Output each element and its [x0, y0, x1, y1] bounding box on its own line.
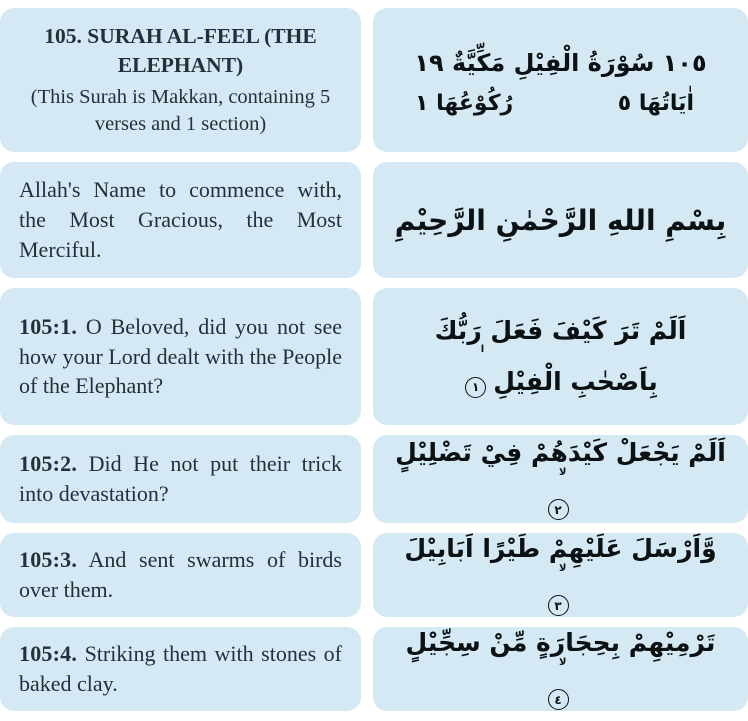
bismillah-arabic-panel — [373, 162, 748, 278]
verse-4-number-circle: ٤ — [548, 689, 569, 710]
verse-1-english — [19, 312, 342, 402]
verse-4-arabic-panel — [373, 627, 748, 711]
verse-2-end-marker — [548, 466, 569, 523]
verse-4-arabic-text: تَرْمِيْهِمْ بِحِجَارَةٍ مِّنْ سِجِّيْلٍ — [405, 628, 716, 658]
verse-4-arabic — [393, 627, 728, 711]
verse-2-english — [19, 449, 342, 509]
ayat-count-arabic: اٰيَاتُهَا ٥ — [617, 90, 694, 116]
verse-1-arabic — [393, 305, 728, 409]
ruku-count-arabic: رُكُوْعُهَا ١ — [415, 90, 514, 116]
bismillah-english-panel — [0, 162, 361, 278]
surah-header-arabic-line2 — [393, 91, 728, 116]
verse-4-translation: Striking them with stones of baked clay. — [19, 641, 343, 696]
surah-header-english — [19, 22, 342, 137]
verse-3-english-panel — [0, 533, 361, 617]
surah-header-arabic-panel — [373, 8, 748, 152]
bismillah-english: Allah's Name to commence with, the Most Gracious, the Most Merciful. — [19, 177, 342, 262]
verse-3-ref: 105:3. — [19, 547, 78, 573]
verse-2-number-circle: ٢ — [548, 499, 569, 520]
surah-header-arabic-line1: ١٠٥ سُوْرَةُ الْفِيْلِ مَكِّيَّةٌ ١٩ — [414, 48, 707, 77]
verse-2-translation: Did He not put their trick into devastation? — [19, 451, 342, 506]
verse-2-arabic-panel — [373, 435, 748, 523]
verse-1-arabic-panel — [373, 288, 748, 425]
verse-2-arabic-text: اَلَمْ يَجْعَلْ كَيْدَهُمْ فِيْ تَضْلِيْلٍ — [395, 438, 726, 468]
verse-2-stop-sign: لا — [559, 466, 567, 478]
verse-1-arabic-text: اَلَمْ تَرَ كَيْفَ فَعَلَ رَبُّكَ بِاَصْحٰبِ الْفِيْلِ — [434, 315, 687, 396]
verse-3-number-circle: ٣ — [548, 595, 569, 616]
surah-header-english-panel — [0, 8, 361, 152]
verse-2-english-panel — [0, 435, 361, 523]
surah-title: 105. SURAH AL-FEEL (THE ELEPHANT) — [44, 24, 317, 78]
verse-1-translation: O Beloved, did you not see how your Lord dealt with the People of the Elephant? — [19, 313, 342, 399]
verse-3-arabic-panel — [373, 533, 748, 617]
verse-4-english-panel — [0, 627, 361, 711]
verse-3-arabic-text: وَّاَرْسَلَ عَلَيْهِمْ طَيْرًا اَبَابِيْلَ — [404, 534, 717, 564]
verse-1-english-panel — [0, 288, 361, 425]
verse-4-stop-sign: لا — [559, 656, 567, 668]
verse-4-english — [19, 639, 342, 699]
verse-4-ref: 105:4. — [19, 641, 78, 667]
verse-4-end-marker — [548, 656, 569, 711]
verse-1-ref: 105:1. — [19, 313, 78, 339]
surah-subtitle: (This Surah is Makkan, containing 5 verses and 1 section) — [30, 86, 331, 136]
verse-1-number-circle: ١ — [465, 377, 486, 398]
verse-1-stop-sign: ا — [480, 344, 485, 356]
verse-3-stop-sign: لا — [559, 562, 567, 574]
verse-2-arabic — [393, 435, 728, 523]
bismillah-arabic: بِسْمِ اللهِ الرَّحْمٰنِ الرَّحِيْمِ — [394, 203, 727, 237]
verse-3-english — [19, 545, 342, 605]
verse-1-end-marker — [465, 344, 486, 408]
verse-3-translation: And sent swarms of birds over them. — [19, 547, 342, 602]
verse-3-end-marker — [548, 562, 569, 617]
verse-3-arabic — [393, 533, 728, 617]
verse-2-ref: 105:2. — [19, 451, 78, 477]
